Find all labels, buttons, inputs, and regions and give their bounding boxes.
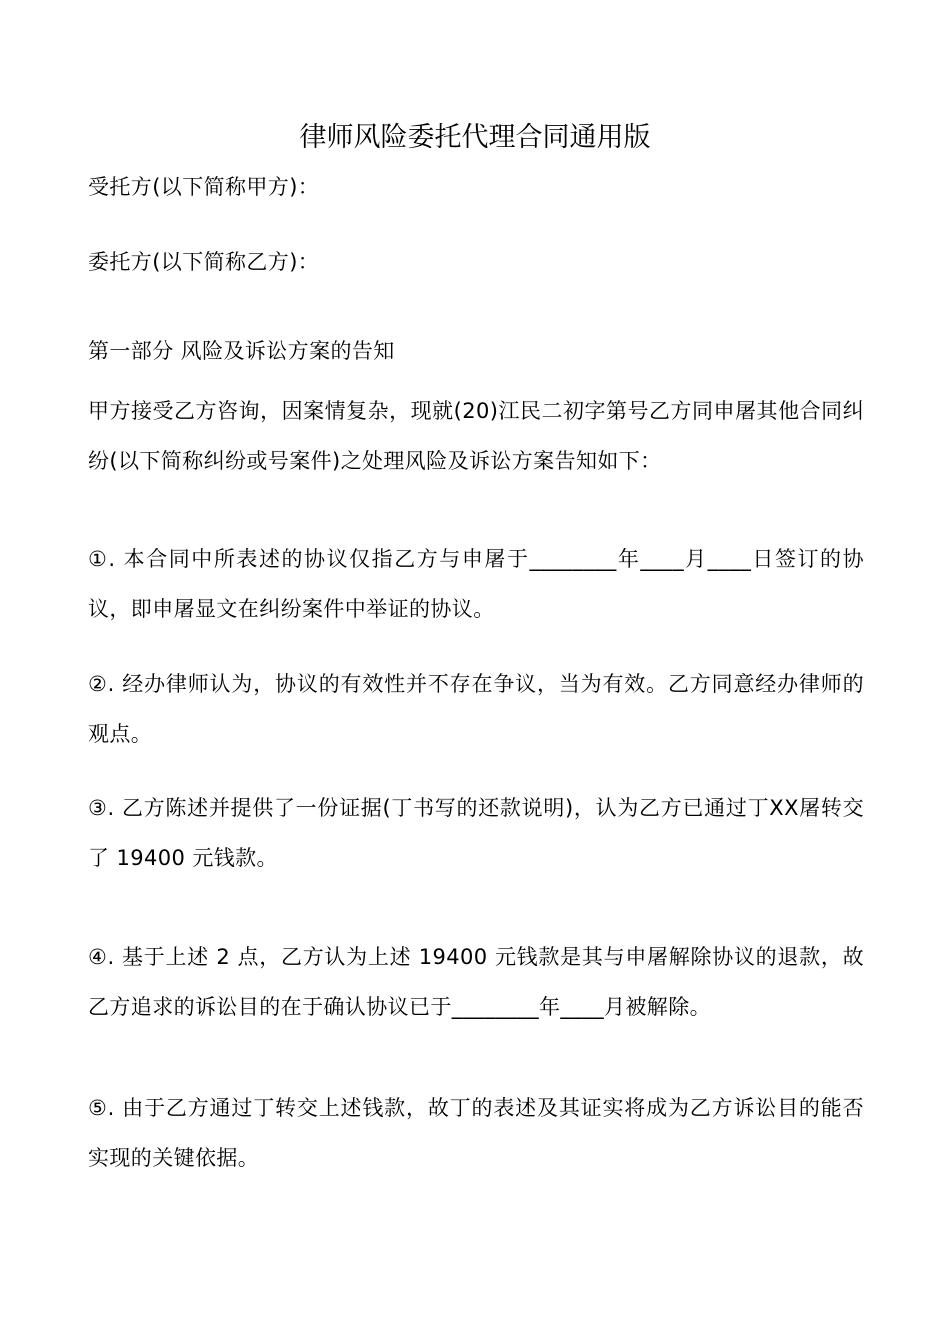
clause-item-1: ①. 本合同中所表述的协议仅指乙方与申屠于________年____月____日签订的协议，即申屠显文在纠纷案件中举证的协议。 <box>88 547 864 621</box>
document-title: 律师风险委托代理合同通用版 <box>299 122 651 153</box>
intro-paragraph: 甲方接受乙方咨询，因案情复杂，现就(20)江民二初字第号乙方同申屠其他合同纠纷(以下简称纠纷或号案件)之处理风险及诉讼方案告知如下： <box>88 399 864 473</box>
client-party-line: 受托方(以下简称甲方)： <box>88 175 320 199</box>
clause-item-5: ⑤. 由于乙方通过丁转交上述钱款，故丁的表述及其证实将成为乙方诉讼目的能否实现的关键依据。 <box>88 1096 864 1170</box>
section-heading: 第一部分 风险及诉讼方案的告知 <box>88 339 395 363</box>
principal-party-line: 委托方(以下简称乙方)： <box>88 250 320 274</box>
clause-item-2: ②. 经办律师认为，协议的有效性并不存在争议，当为有效。乙方同意经办律师的观点。 <box>88 672 864 746</box>
clause-item-3: ③. 乙方陈述并提供了一份证据(丁书写的还款说明)，认为乙方已通过丁XX屠转交了 19400 元钱款。 <box>88 796 864 870</box>
clause-item-4: ④. 基于上述 2 点，乙方认为上述 19400 元钱款是其与申屠解除协议的退款，故乙方追求的诉讼目的在于确认协议已于________年____月被解除。 <box>88 945 864 1019</box>
